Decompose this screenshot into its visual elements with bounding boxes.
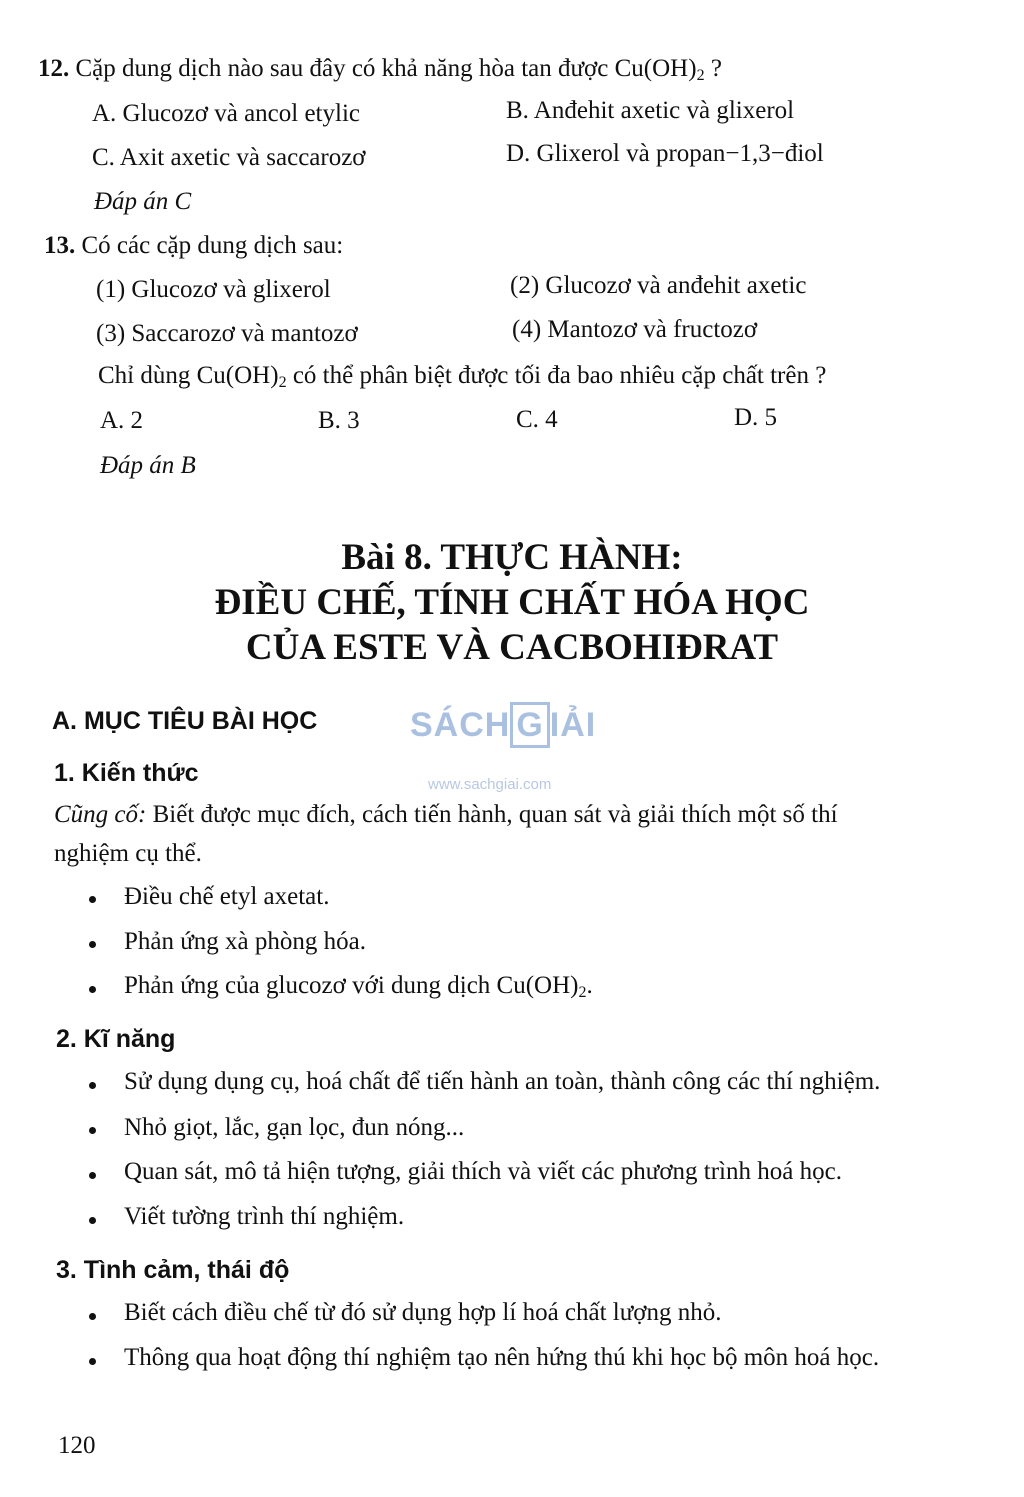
watermark-text-right: IẢI [549, 706, 597, 744]
answer-12: Đáp án C [94, 188, 192, 215]
list-item: Biết cách điều chế từ đó sử dụng hợp lí hoá chất lượng nhỏ. [124, 1299, 722, 1326]
bullet-icon [89, 1082, 96, 1089]
list-item: Phản ứng xà phòng hóa. [124, 928, 366, 955]
option-d: D. 5 [734, 404, 778, 431]
list-item-text: Phản ứng của glucozơ với dung dịch Cu(OH) [124, 972, 579, 999]
list-item: Thông qua hoạt động thí nghiệm tạo nên hứng thú khi học bộ môn hoá học. [124, 1344, 880, 1371]
list-item: Điều chế etyl axetat. [124, 883, 330, 910]
lesson-title-line-1: Bài 8. THỰC HÀNH: [341, 537, 683, 578]
watermark-url: www.sachgiai.com [428, 776, 552, 793]
option-b: B. Anđehit axetic và glixerol [506, 97, 795, 124]
bullet-icon [89, 1217, 96, 1224]
knowledge-intro-line-2: nghiệm cụ thể. [54, 840, 202, 867]
bullet-icon [89, 986, 96, 993]
section-a-heading: A. MỤC TIÊU BÀI HỌC [52, 707, 318, 735]
skills-heading: 2. Kĩ năng [56, 1025, 176, 1053]
pair-4: (4) Mantozơ và fructozơ [512, 316, 758, 343]
question-text-end: ? [704, 55, 722, 82]
prompt-text-end: có thể phân biệt được tối đa bao nhiêu cặp chất trên ? [286, 362, 827, 389]
list-item-end: . [586, 972, 593, 999]
question-text: Cặp dung dịch nào sau đây có khả năng hòa tan được Cu(OH) [75, 55, 697, 82]
question-12 [38, 55, 722, 85]
watermark-logo [410, 702, 596, 748]
lesson-title-line-3: CỦA ESTE VÀ CACBOHIĐRAT [245, 627, 779, 668]
option-b: B. 3 [318, 407, 360, 434]
subscript: 2 [578, 984, 587, 1001]
subscript: 2 [278, 374, 287, 391]
list-item [124, 972, 593, 1002]
watermark-text-left: SÁCH [410, 706, 511, 744]
question-13 [44, 232, 343, 260]
option-a: A. 2 [100, 407, 144, 434]
list-item: Quan sát, mô tả hiện tượng, giải thích và viết các phương trình hoá học. [124, 1158, 842, 1185]
subscript: 2 [696, 67, 705, 84]
option-c: C. Axit axetic và saccarozơ [92, 144, 366, 171]
lesson-title-line-2: ĐIỀU CHẾ, TÍNH CHẤT HÓA HỌC [214, 582, 810, 623]
bullet-icon [89, 1127, 96, 1134]
knowledge-intro [54, 801, 838, 829]
intro-label: Cũng cố: [54, 801, 147, 828]
question-number: 12. [38, 55, 70, 82]
option-d: D. Glixerol và propan−1,3−điol [506, 140, 824, 167]
bullet-icon [89, 1358, 96, 1365]
bullet-icon [89, 896, 96, 903]
page-number: 120 [58, 1432, 96, 1459]
list-item: Nhỏ giọt, lắc, gạn lọc, đun nóng... [124, 1114, 465, 1141]
knowledge-heading: 1. Kiến thức [54, 759, 199, 787]
bullet-icon [89, 1172, 96, 1179]
pair-2: (2) Glucozơ và anđehit axetic [510, 272, 807, 299]
pair-1: (1) Glucozơ và glixerol [96, 276, 331, 303]
list-item: Sử dụng dụng cụ, hoá chất để tiến hành an toàn, thành công các thí nghiệm. [124, 1068, 881, 1095]
question-13-prompt [98, 362, 826, 392]
bullet-icon [89, 941, 96, 948]
option-a: A. Glucozơ và ancol etylic [92, 100, 360, 127]
watermark-box: G [510, 702, 549, 748]
question-number: 13. [44, 232, 76, 259]
answer-13: Đáp án B [100, 452, 196, 479]
list-item: Viết tường trình thí nghiệm. [124, 1203, 405, 1230]
prompt-text: Chỉ dùng Cu(OH) [98, 362, 279, 389]
intro-text: Biết được mục đích, cách tiến hành, quan sát và giải thích một số thí [146, 801, 838, 828]
question-text: Có các cặp dung dịch sau: [81, 232, 344, 259]
option-c: C. 4 [516, 406, 558, 433]
pair-3: (3) Saccarozơ và mantozơ [96, 320, 358, 347]
bullet-icon [89, 1313, 96, 1320]
attitude-heading: 3. Tình cảm, thái độ [56, 1256, 290, 1284]
